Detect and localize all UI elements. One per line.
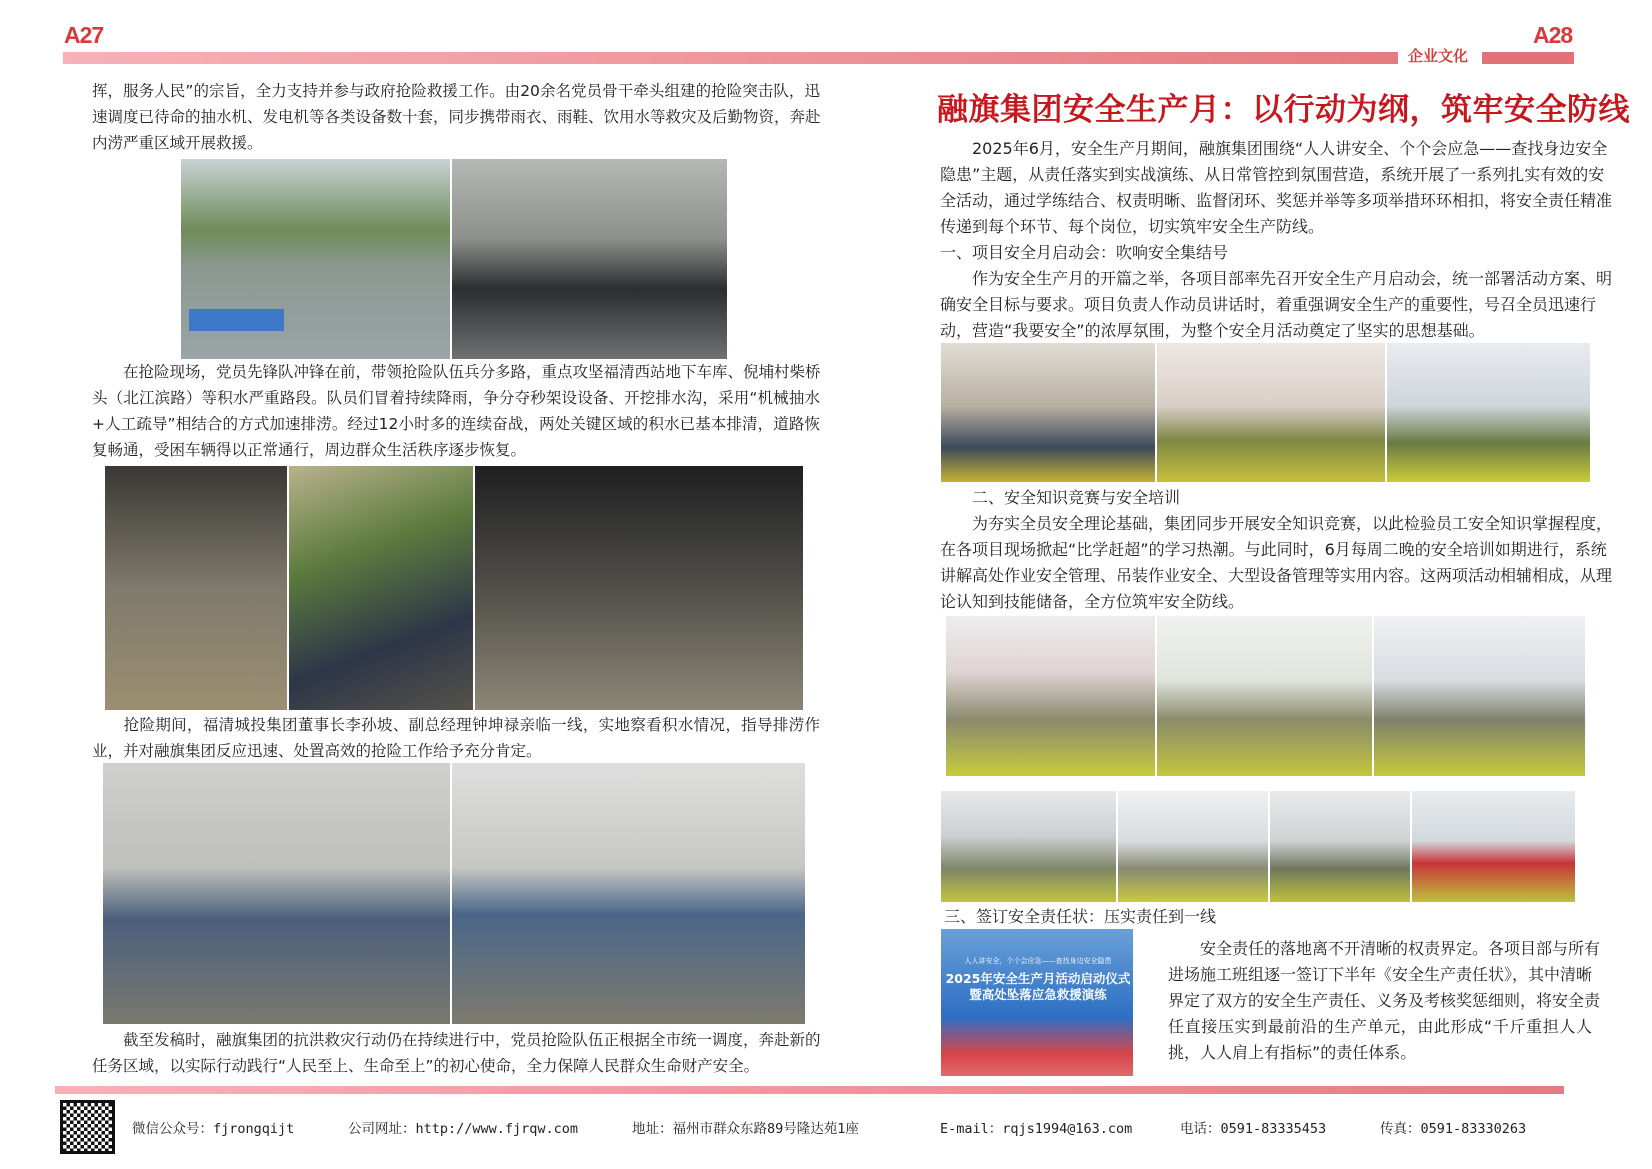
footer-fax: 传真：0591-83330263 [1380,1121,1527,1137]
photo-garage-workers [105,466,289,710]
paragraph-line: 为夯实全员安全理论基础，集团同步开展安全知识竞赛，以此检验员工安全知识掌握程度， [940,514,1613,533]
paragraph-line: 复畅通，受困车辆得以正常通行，周边群众生活秩序逐步恢复。 [92,441,527,459]
paragraph-line: 任务区域，以实际行动践行“人民至上、生命至上”的初心使命，全力保障人民群众生命财产安全。 [92,1057,760,1075]
page-number-right: A28 [1533,22,1573,48]
paragraph-line: 进场施工班组逐一签订下半年《安全生产责任状》，其中清晰 [1168,965,1593,984]
section-label: 企业文化 [1408,47,1469,65]
paragraph-line: 速调度已待命的抽水机、发电机等各类设备数十套，同步携带雨衣、雨鞋、饮用水等救灾及后勤物资，奔赴 [92,108,821,126]
photo-quiz-2 [1118,791,1270,902]
paragraph-line: 动，营造“我要安全”的浓厚氛围，为整个安全月活动奠定了坚实的思想基础。 [940,321,1485,340]
photo-training-2 [1157,616,1374,776]
footer-bar [55,1086,1564,1094]
photo-pickup-truck [452,159,729,359]
photo-signing-ceremony [941,929,1135,1076]
paragraph-line: 论认知到技能储备，全方位筑牢安全防线。 [940,592,1245,611]
paragraph-line: 作为安全生产月的开篇之举，各项目部率先召开安全生产月启动会，统一部署活动方案、明 [940,269,1613,288]
photo-quiz-3 [1270,791,1412,902]
header-bar-right [1482,52,1574,64]
paragraph-line: 2025年6月，安全生产月期间，融旗集团围绕“人人讲安全、个个会应急——查找身边安全 [940,139,1608,158]
paragraph-line: 确安全目标与要求。项目负责人作动员讲话时，着重强调安全生产的重要性，号召全员迅速行 [940,295,1597,314]
photo-watermark [189,309,284,331]
paragraph-line: 任直接压实到最前沿的生产单元，由此形成“千斤重担人人 [1168,1017,1592,1036]
paragraph-line: 业，并对融旗集团反应迅速、处置高效的抢险工作给予充分肯定。 [92,742,542,760]
section-heading-3: 三、签订安全责任状：压实责任到一线 [944,907,1217,926]
paragraph-line: 全活动，通过学练结合、权责明晰、监督闭环、奖惩并举等多项举措环环相扣，将安全责任精准 [940,191,1613,210]
photo-kickoff-meeting-2 [1157,343,1387,482]
photo-quiz-1 [941,791,1118,902]
header-bar [63,52,1398,64]
page-number-left: A27 [64,22,104,48]
footer-address: 地址：福州市群众东路89号隆达苑1座 [632,1121,859,1137]
photo-leaders-inspection-1 [103,763,452,1024]
paragraph-line: 讲解高处作业安全管理、吊装作业安全、大型设备管理等实用内容。这两项活动相辅相成，从理 [940,566,1613,585]
paragraph-line: +人工疏导”相结合的方式加速排涝。经过12小时多的连续奋战，两处关键区域的积水已基本排清，道路恢 [92,415,820,433]
paragraph-line: 在各项目现场掀起“比学赶超”的学习热潮。与此同时，6月每周二晚的安全培训如期进行，系统 [940,540,1607,559]
qr-code-icon[interactable] [60,1100,115,1154]
photo-training-1 [946,616,1157,776]
photo-hose-laying [475,466,805,710]
paragraph-line: 抢险期间，福清城投集团董事长李孙坡、副总经理钟坤禄亲临一线，实地察看积水情况，指导排涝作 [92,716,820,734]
footer-website[interactable]: 公司网址：http://www.fjrqw.com [348,1121,579,1137]
paragraph-line: 截至发稿时，融旗集团的抗洪救灾行动仍在持续进行中，党员抢险队伍正根据全市统一调度，奔赴新的 [92,1031,821,1049]
photo-training-3 [1374,616,1587,776]
paragraph-line: 挑，人人肩上有指标”的责任体系。 [1168,1043,1417,1062]
paragraph-line: 界定了双方的安全生产责任、义务及考核奖惩细则，将安全责 [1168,991,1601,1010]
paragraph-line: 头（北江滨路）等积水严重路段。队员们冒着持续降雨，争分夺秒架设设备、开挖排水沟，采用“机械抽水 [92,389,820,407]
photo-leaders-inspection-2 [452,763,807,1024]
paragraph-line: 在抢险现场，党员先锋队冲锋在前，带领抢险队伍兵分多路，重点攻坚福清西站地下车库、倪埔村柴桥 [92,363,821,381]
paragraph-line: 安全责任的落地离不开清晰的权责界定。各项目部与所有 [1168,939,1601,958]
photo-pump-repair [289,466,475,710]
paragraph-line: 内涝严重区域开展救援。 [92,134,263,152]
poster-slogan: 人人讲安全，个个会应急——查找身边安全隐患 [964,957,1112,965]
photo-flood-street [181,159,452,359]
paragraph-line: 传递到每个环节、每个岗位，切实筑牢安全生产防线。 [940,217,1325,236]
footer-wechat: 微信公众号：fjrongqijt [132,1121,295,1137]
section-heading-1: 一、项目安全月启动会：吹响安全集结号 [940,243,1229,262]
photo-kickoff-meeting-1 [941,343,1157,482]
paragraph-line: 隐患”主题，从责任落实到实战演练、从日常管控到氛围营造，系统开展了一系列扎实有效的安 [940,165,1605,184]
photo-kickoff-meeting-3 [1387,343,1592,482]
poster-title-2: 暨高处坠落应急救援演练 [969,987,1107,1002]
paragraph-line: 挥，服务人民”的宗旨，全力支持并参与政府抢险救援工作。由20余名党员骨干牵头组建的抢险突击队，迅 [92,82,820,100]
section-heading-2: 二、安全知识竞赛与安全培训 [940,488,1181,507]
poster-title-1: 2025年安全生产月活动启动仪式 [945,971,1131,986]
footer-email[interactable]: E-mail：rqjs1994@163.com [940,1121,1133,1137]
footer-phone: 电话：0591-83335453 [1180,1121,1327,1137]
photo-quiz-4 [1412,791,1577,902]
article-title: 融旗集团安全生产月：以行动为纲，筑牢安全防线 [937,92,1630,128]
